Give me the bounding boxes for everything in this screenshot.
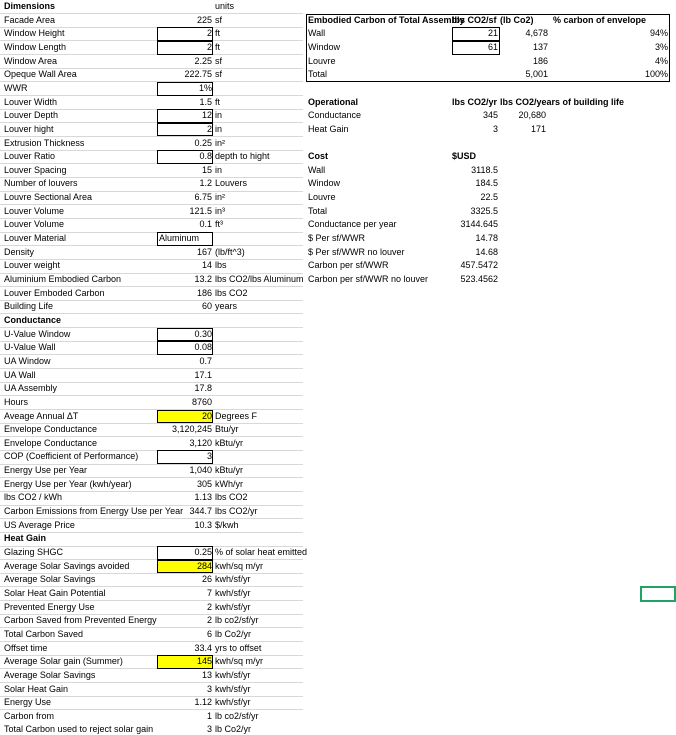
heat-gain-value[interactable]: 1.12 [194,697,212,708]
dimension-label: Number of louvers [4,178,78,189]
dimension-unit: in [215,164,223,175]
dimension-value[interactable]: Aluminum [159,233,200,244]
heat-gain-label: Carbon Saved from Prevented Energy [4,615,157,626]
heat-gain-value[interactable]: 26 [201,574,212,585]
conductance-unit: lbs CO2/yr [215,506,258,517]
dimension-label: Opeque Wall Area [4,69,77,80]
cost-label: $ Per sf/WWR no louver [308,246,405,257]
cost-value[interactable]: 184.5 [475,178,498,189]
dimension-value[interactable]: 1% [198,82,212,93]
dimension-unit: ft³ [215,219,223,230]
embodied-lbs-sf[interactable]: 21 [487,28,498,39]
embodied-header-percent: % carbon of envelope [553,14,647,25]
dimension-value[interactable]: 2 [206,123,212,134]
dimensions-header: Dimensions [4,1,56,11]
dimension-value[interactable]: 222.75 [184,69,212,80]
heat-gain-value[interactable]: 2 [206,601,212,612]
cost-value[interactable]: 523.4562 [460,274,498,284]
dimension-value[interactable]: 225 [196,14,212,25]
conductance-label: Energy Use per Year (kwh/year) [4,478,132,489]
heat-gain-value[interactable]: 0.25 [194,547,212,557]
conductance-value[interactable]: 1,040 [189,465,212,476]
dimension-label: Louver Width [4,96,58,107]
dimension-unit: (lb/ft^3) [215,246,245,257]
conductance-label: COP (Coefficient of Performance) [4,451,139,462]
dimension-unit: in³ [215,205,226,216]
dimension-unit: ft [215,96,221,107]
conductance-label: UA Wall [4,369,36,380]
heat-gain-unit: lb co2/sf/yr [215,615,259,626]
operational-label: Heat Gain [308,123,349,134]
conductance-value[interactable]: 0.30 [194,328,212,339]
dimension-unit: sf [215,14,223,25]
conductance-label: U-Value Window [4,328,71,339]
heat-gain-unit: lb Co2/yr [215,628,252,639]
heat-gain-unit: kwh/sf/yr [215,669,251,680]
heat-gain-unit: yrs to offset [215,642,262,653]
embodied-lbco2[interactable]: 186 [532,55,548,66]
embodied-percent[interactable]: 3% [654,41,668,52]
dimension-value[interactable]: 6.75 [194,192,212,203]
heat-gain-label: Average Solar Savings [4,669,96,680]
conductance-value[interactable]: 0.08 [194,342,212,353]
heat-gain-unit: kwh/sf/yr [215,697,251,708]
dimension-label: Louver Emboded Carbon [4,287,105,298]
cost-label: Louvre [308,192,336,203]
embodied-label: Wall [308,28,326,39]
conductance-value[interactable]: 17.8 [194,383,212,394]
embodied-header-lbco2: (lb Co2) [500,14,534,25]
dimension-unit: lbs [215,260,227,271]
cost-label: Total [308,205,328,216]
operational-header-yr: lbs CO2/yr [452,96,498,107]
dimension-label: WWR [4,82,28,93]
conductance-label: Envelope Conductance [4,424,98,435]
dimension-value[interactable]: 2 [206,28,212,39]
dimension-value[interactable]: 0.1 [199,219,212,230]
embodied-header: Embodied Carbon of Total Assembly [308,14,465,25]
cost-value[interactable]: 3325.5 [470,205,498,216]
dimension-unit: ft [215,28,221,39]
heat-gain-unit: % of solar heat emitted [215,547,308,557]
dimension-label: Building Life [4,301,54,312]
conductance-label: Energy Use per Year [4,465,88,476]
heat-gain-label: Glazing SHGC [4,547,64,557]
operational-header-life: lbs CO2/years of building life [500,96,625,107]
cost-value[interactable]: 3144.645 [460,219,498,230]
dimension-value[interactable]: 12 [201,110,212,121]
dimension-value[interactable]: 186 [196,287,212,298]
heat-gain-unit: kwh/sq m/yr [215,560,264,571]
conductance-label: Hours [4,396,29,407]
heat-gain-label: Carbon from [4,710,55,721]
heat-gain-value[interactable]: 7 [206,587,212,598]
conductance-value[interactable]: 20 [201,410,212,421]
conductance-unit: lbs CO2 [215,492,248,503]
heat-gain-unit: kwh/sf/yr [215,683,251,694]
embodied-lbco2[interactable]: 5,001 [525,69,548,80]
dimension-value[interactable]: 2 [206,41,212,52]
heat-gain-label: Prevented Energy Use [4,601,95,612]
operational-life-value[interactable]: 171 [530,123,546,134]
heat-gain-header: Heat Gain [4,533,47,544]
embodied-header-lbs: lbs CO2/sf [452,14,497,25]
dimension-value[interactable]: 2.25 [194,55,212,66]
dimension-unit: depth to hight [215,151,270,162]
dimension-unit: sf [215,55,223,66]
dimension-value[interactable]: 1.2 [199,178,212,189]
dimension-value[interactable]: 14 [201,260,212,271]
cost-label: $ Per sf/WWR [308,233,366,244]
dimension-label: Density [4,246,35,257]
heat-gain-value[interactable]: 3 [206,683,212,694]
dimension-unit: in [215,110,223,121]
heat-gain-label: Total Carbon Saved [4,628,84,639]
heat-gain-label: Total Carbon used to reject solar gain [4,724,154,735]
heat-gain-value[interactable]: 33.4 [194,642,212,653]
embodied-percent[interactable]: 94% [649,28,668,39]
dimension-label: Louver weight [4,260,61,271]
heat-gain-unit: lb co2/sf/yr [215,710,259,721]
heat-gain-value[interactable]: 145 [196,656,212,667]
operational-yr-value[interactable]: 3 [492,123,498,134]
conductance-value[interactable]: 3 [206,451,212,462]
cost-value[interactable]: 14.68 [475,246,498,257]
conductance-unit: $/kwh [215,519,239,530]
conductance-value[interactable]: 3,120,245 [171,424,212,435]
embodied-lbco2[interactable]: 137 [532,41,548,52]
cost-label: Window [308,178,341,189]
heat-gain-value[interactable]: 3 [206,724,212,735]
active-cell-selection[interactable] [640,586,676,602]
heat-gain-value[interactable]: 6 [206,628,212,639]
heat-gain-label: Solar Heat Gain Potential [4,587,106,598]
cost-label: Conductance per year [308,219,397,230]
dimension-unit: lbs CO2/lbs Aluminum [215,274,304,284]
cost-value[interactable]: 3118.5 [471,164,498,175]
conductance-label: Carbon Emissions from Energy Use per Year [4,506,184,517]
conductance-label: lbs CO2 / kWh [4,492,63,503]
dimension-unit: in² [215,137,226,148]
conductance-header: Conductance [4,314,62,325]
heat-gain-unit: kwh/sf/yr [215,574,251,585]
dimension-unit: Louvers [215,178,248,189]
dimension-label: Extrusion Thickness [4,137,85,148]
heat-gain-unit: kwh/sf/yr [215,587,251,598]
heat-gain-label: Solar Heat Gain [4,683,69,694]
dimension-label: Louver Spacing [4,164,67,175]
operational-life-value[interactable]: 20,680 [518,110,546,121]
heat-gain-label: Offset time [4,642,48,653]
dimension-value[interactable]: 13.2 [194,274,212,284]
embodied-percent[interactable]: 100% [644,69,668,80]
units-header: units [215,1,235,11]
conductance-label: US Average Price [4,519,75,530]
dimension-unit: ft [215,41,221,52]
dimension-value[interactable]: 15 [201,164,212,175]
conductance-value[interactable]: 305 [196,478,212,489]
heat-gain-label: Average Solar Savings avoided [4,560,130,571]
dimension-label: Louver Volume [4,219,65,230]
dimension-label: Window Area [4,55,58,66]
cost-value[interactable]: 22.5 [480,192,498,203]
heat-gain-label: Average Solar gain (Summer) [4,656,123,667]
conductance-unit: Degrees F [215,410,258,421]
cost-label: Carbon per sf/WWR [308,260,389,271]
heat-gain-unit: lb Co2/yr [215,724,252,735]
dimension-label: Window Height [4,28,65,39]
dimension-label: Window Length [4,41,67,52]
operational-yr-value[interactable]: 345 [482,110,498,121]
dimension-value[interactable]: 0.25 [194,137,212,148]
dimension-value[interactable]: 0.8 [199,151,212,162]
heat-gain-label: Energy Use [4,697,52,708]
dimension-label: Louver Volume [4,205,65,216]
embodied-label: Total [308,69,328,80]
conductance-value[interactable]: 3,120 [189,437,212,448]
dimension-unit: in² [215,192,226,203]
embodied-label: Window [308,41,341,52]
dimension-unit: sf [215,69,223,80]
heat-gain-value[interactable]: 2 [206,615,212,626]
conductance-label: Envelope Conductance [4,437,98,448]
heat-gain-unit: kwh/sf/yr [215,601,251,612]
heat-gain-label: Average Solar Savings [4,574,96,585]
heat-gain-value[interactable]: 284 [196,560,212,571]
heat-gain-value[interactable]: 13 [201,669,212,680]
embodied-lbs-sf[interactable]: 61 [487,41,498,52]
conductance-label: UA Assembly [4,383,58,394]
conductance-unit: kBtu/yr [215,465,244,476]
cost-value[interactable]: 457.5472 [460,260,498,271]
conductance-unit: kWh/yr [215,478,243,489]
dimension-value[interactable]: 167 [196,246,212,257]
dimension-value[interactable]: 60 [201,301,212,312]
conductance-value[interactable]: 1.13 [194,492,212,503]
conductance-value[interactable]: 17.1 [194,369,212,380]
embodied-label: Louvre [308,55,336,66]
dimension-label: Louver hight [4,123,54,134]
conductance-value[interactable]: 344.7 [189,506,212,517]
dimension-unit: lbs CO2 [215,287,248,298]
dimension-unit: in [215,123,223,134]
cost-header-usd: $USD [452,151,477,162]
conductance-label: U-Value Wall [4,342,56,353]
cost-header: Cost [308,151,328,162]
embodied-lbco2[interactable]: 4,678 [525,28,548,39]
dimension-label: Louver Ratio [4,151,56,162]
dimension-unit: years [215,301,238,312]
dimension-label: Louver Depth [4,110,59,121]
heat-gain-unit: kwh/sq m/yr [215,656,264,667]
dimension-value[interactable]: 121.5 [189,205,212,216]
dimension-label: Louver Material [4,233,67,244]
operational-label: Conductance [308,110,362,121]
conductance-value[interactable]: 8760 [191,396,212,407]
dimension-label: Aluminium Embodied Carbon [4,274,122,284]
cost-value[interactable]: 14.78 [475,233,498,244]
cost-label: Carbon per sf/WWR no louver [308,274,429,284]
conductance-label: UA Window [4,355,51,366]
conductance-label: Aveage Annual ΔT [4,410,79,421]
cost-label: Wall [308,164,326,175]
conductance-unit: kBtu/yr [215,437,244,448]
conductance-unit: Btu/yr [215,424,239,435]
dimension-label: Facade Area [4,14,56,25]
operational-header: Operational [308,96,359,107]
dimension-value[interactable]: 1.5 [199,96,212,107]
heat-gain-value[interactable]: 1 [206,710,212,721]
conductance-value[interactable]: 0.7 [199,355,212,366]
dimension-label: Louvre Sectional Area [4,192,93,203]
conductance-value[interactable]: 10.3 [194,519,212,530]
embodied-percent[interactable]: 4% [654,55,668,66]
